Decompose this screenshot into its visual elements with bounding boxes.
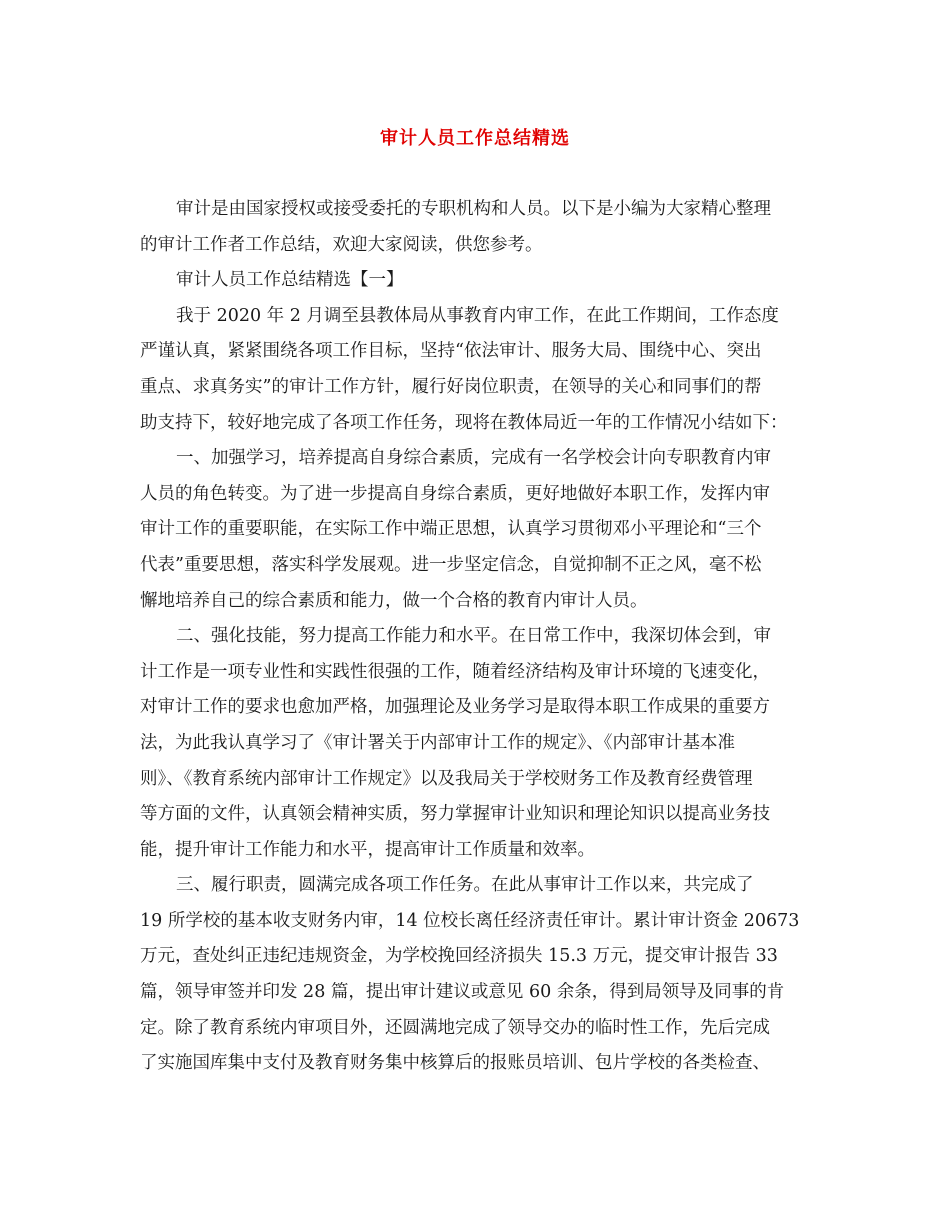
text-line: 计工作是一项专业性和实践性很强的工作，随着经济结构及审计环境的飞速变化，: [140, 661, 770, 682]
text-line: 人员的角色转变。为了进一步提高自身综合素质，更好地做好本职工作，发挥内审: [140, 483, 770, 504]
text-line: 对审计工作的要求也愈加严格，加强理论及业务学习是取得本职工作成果的重要方: [140, 697, 770, 718]
text-line: 重点、求真务实”的审计工作方针，履行好岗位职责，在领导的关心和同事们的帮: [140, 376, 762, 397]
text-line: 懈地培养自己的综合素质和能力，做一个合格的教育内审计人员。: [140, 590, 648, 611]
text-line: 法，为此我认真学习了《审计署关于内部审计工作的规定》、《内部审计基本准: [140, 732, 735, 753]
document-title: 审计人员工作总结精选: [380, 128, 570, 149]
text-line: 审计人员工作总结精选【一】: [176, 270, 404, 291]
text-line: 19 所学校的基本收支财务内审，14 位校长离任经济责任审计。累计审计资金 20673: [140, 910, 800, 931]
text-line: 代表”重要思想，落实科学发展观。进一步坚定信念，自觉抑制不正之风，毫不松: [140, 554, 762, 575]
text-line: 的审计工作者工作总结，欢迎大家阅读，供您参考。: [140, 234, 543, 255]
text-line: 等方面的文件，认真领会精神实质，努力掌握审计业知识和理论知识以提高业务技: [140, 804, 770, 825]
text-line: 审计是由国家授权或接受委托的专职机构和人员。以下是小编为大家精心整理: [176, 199, 771, 219]
text-line: 万元，查处纠正违纪违规资金，为学校挽回经济损失 15.3 万元，提交审计报告 33: [140, 946, 778, 967]
text-line: 一、加强学习，培养提高自身综合素质，完成有一名学校会计向专职教育内审: [176, 448, 771, 469]
document-body: [140, 192, 824, 1082]
text-line: 严谨认真，紧紧围绕各项工作目标，坚持“依法审计、服务大局、围绕中心、突出: [140, 341, 762, 362]
text-line: 篇，领导审签并印发 28 篇，提出审计建议或意见 60 余条，得到局领导及同事的肯: [140, 982, 785, 1003]
text-line: 助支持下，较好地完成了各项工作任务，现将在教体局近一年的工作情况小结如下：: [140, 412, 788, 433]
text-line: 三、履行职责，圆满完成各项工作任务。在此从事审计工作以来，共完成了: [176, 875, 754, 896]
text-line: 二、强化技能，努力提高工作能力和水平。在日常工作中，我深切体会到，审: [176, 626, 771, 647]
text-line: 定。除了教育系统内审项目外，还圆满地完成了领导交办的临时性工作，先后完成: [140, 1017, 770, 1038]
text-line: 审计工作的重要职能，在实际工作中端正思想，认真学习贯彻邓小平理论和“三个: [140, 519, 762, 540]
text-line: 我于 2020 年 2 月调至县教体局从事教育内审工作，在此工作期间，工作态度: [176, 305, 779, 326]
text-line: 了实施国库集中支付及教育财务集中核算后的报账员培训、包片学校的各类检查、: [140, 1053, 770, 1074]
text-line: 则》、《教育系统内部审计工作规定》以及我局关于学校财务工作及教育经费管理: [140, 768, 753, 789]
text-line: 能，提升审计工作能力和水平，提高审计工作质量和效率。: [140, 839, 595, 860]
